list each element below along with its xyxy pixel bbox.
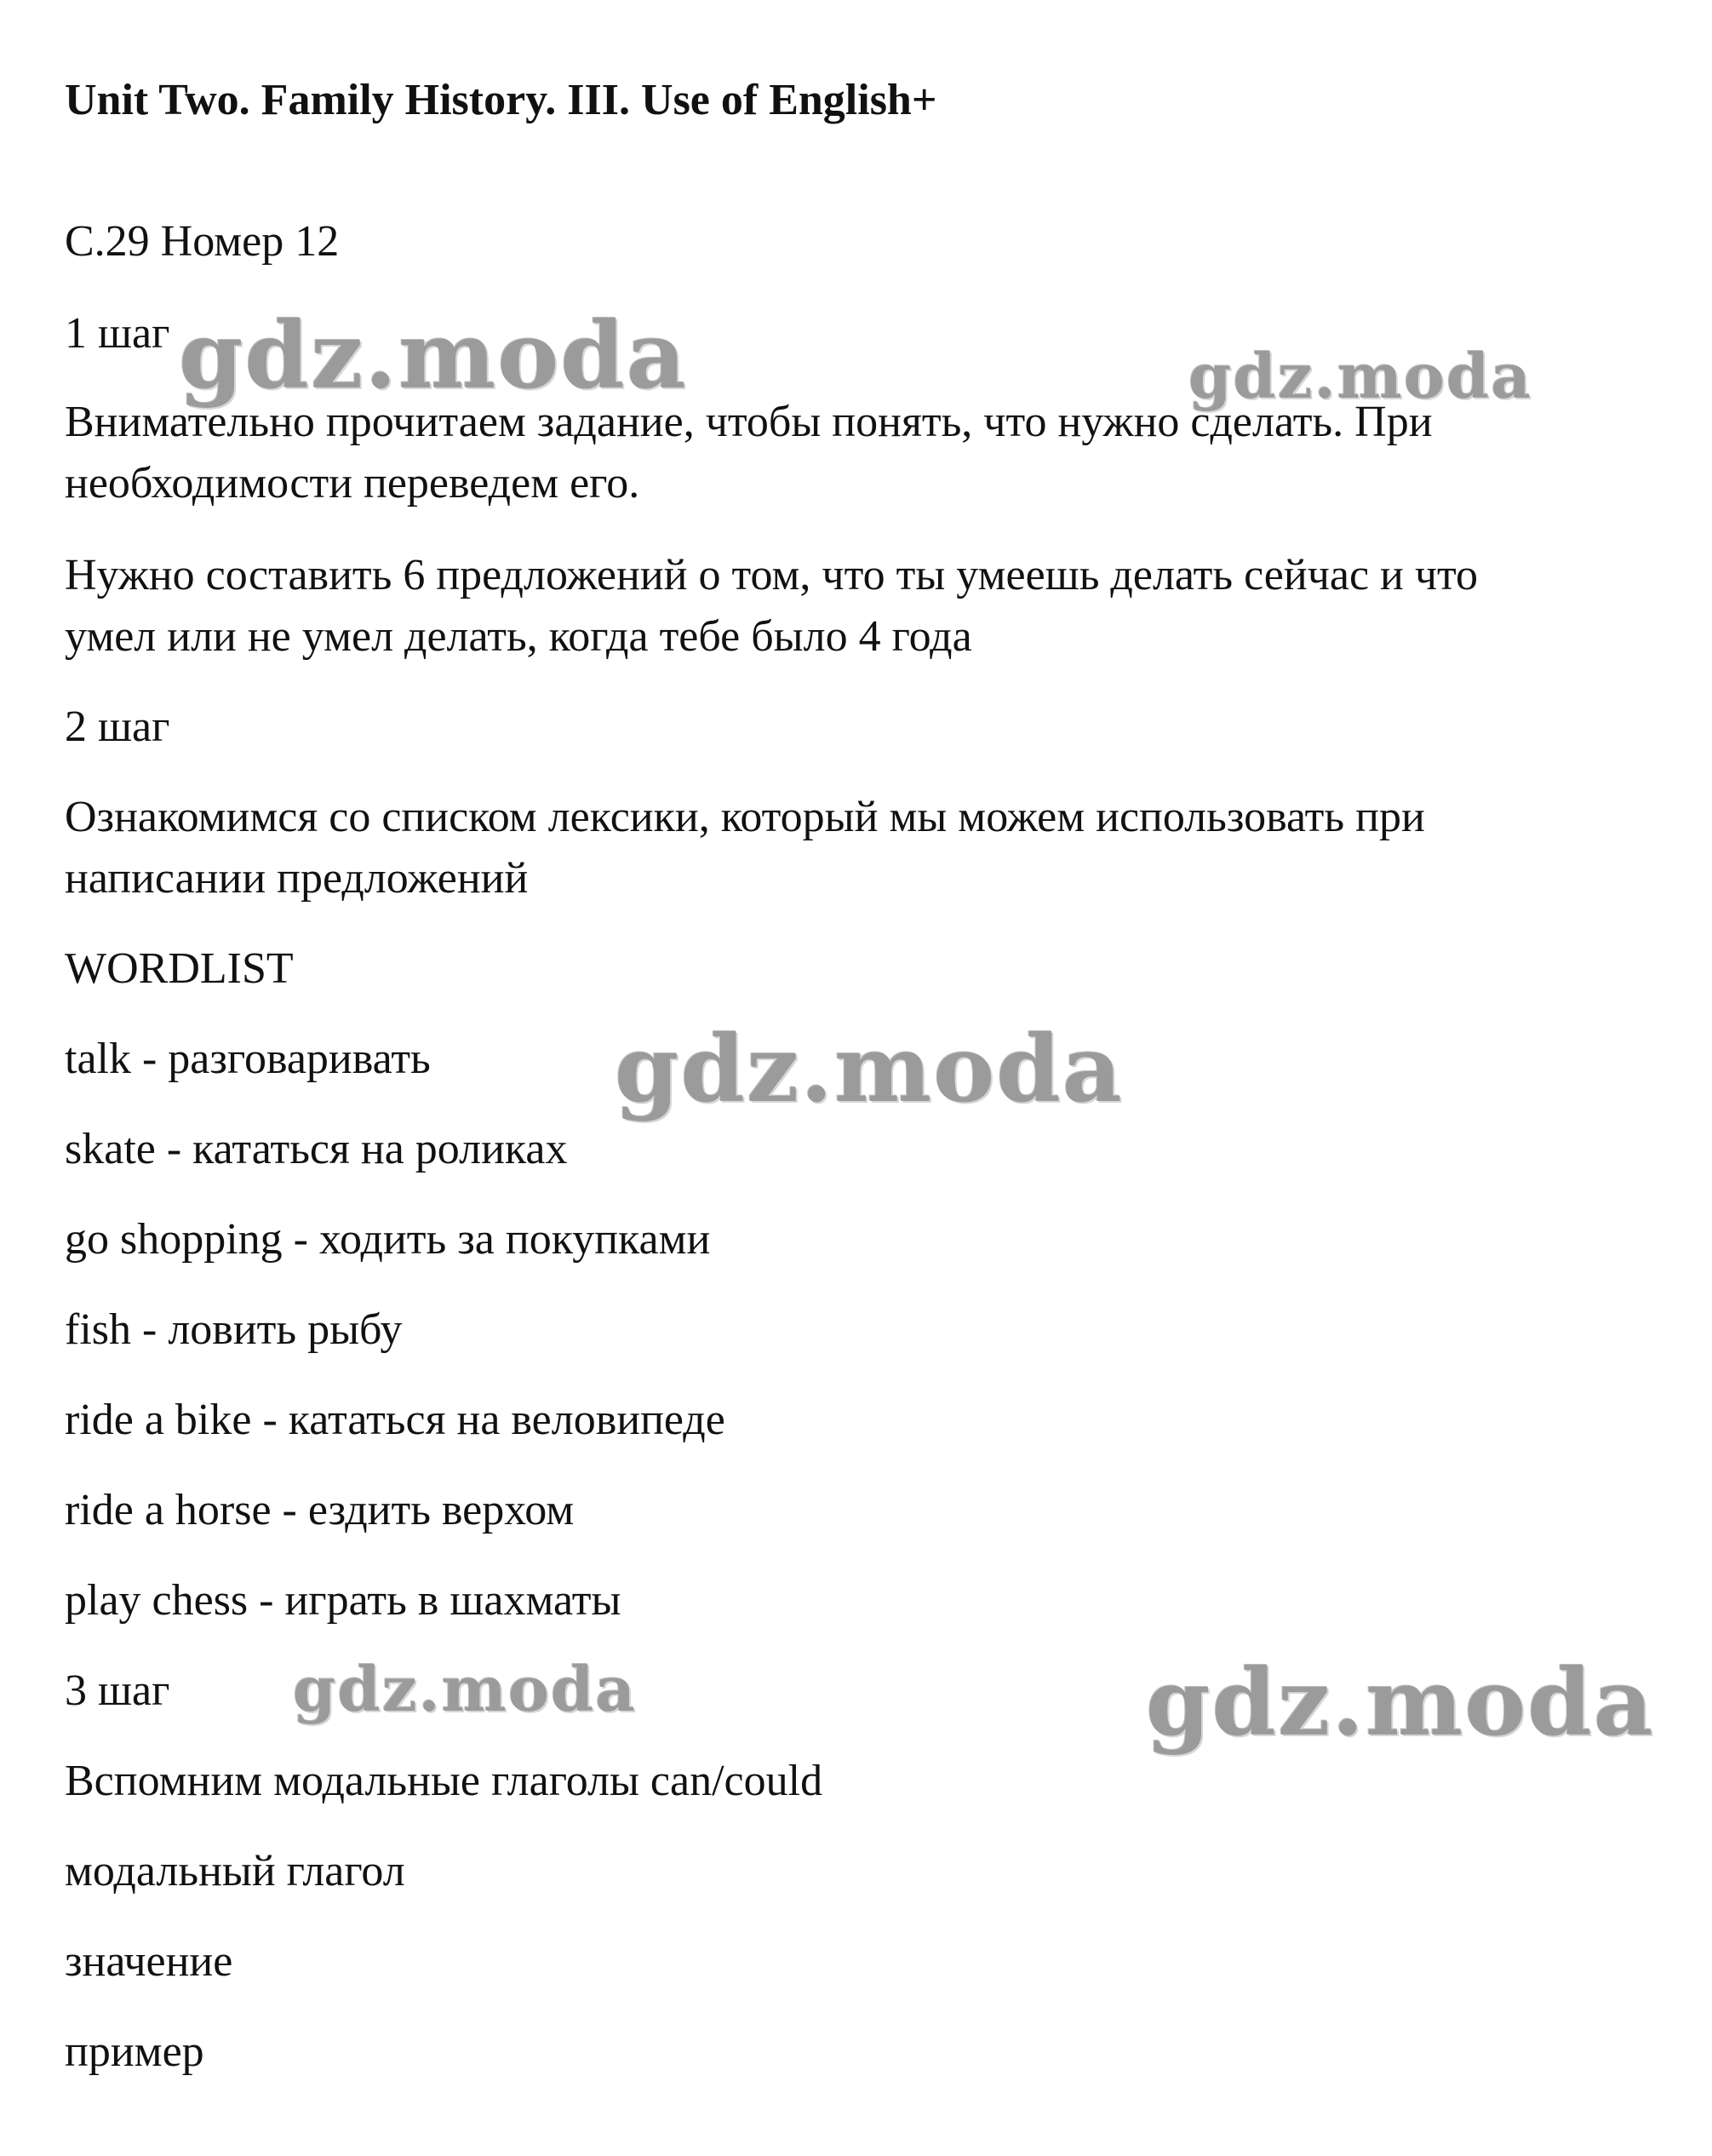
watermark-logo: gdz.moda (179, 302, 688, 410)
step-1-text-line-1: Внимательно прочитаем задание, чтобы понять, что нужно сделать. При (65, 398, 1433, 446)
step-2-text-line-1: Ознакомимся со списком лексики, который мы можем использовать при (65, 793, 1425, 841)
wordlist-item: go shopping - ходить за покупками (65, 1215, 711, 1264)
document-title: Unit Two. Family History. III. Use of English+ (65, 76, 937, 124)
wordlist-heading: WORDLIST (65, 944, 294, 993)
step-2-label: 2 шаг (65, 702, 170, 751)
step-3-text: Вспомним модальные глаголы can/could (65, 1757, 823, 1805)
wordlist-item: talk - разговаривать (65, 1035, 431, 1083)
table-header-meaning: значение (65, 1937, 233, 1986)
table-header-modal-verb: модальный глагол (65, 1847, 405, 1895)
watermark-logo: gdz.moda (615, 1016, 1124, 1123)
step-1-task-line-1: Нужно составить 6 предложений о том, что ты умеешь делать сейчас и что (65, 551, 1479, 599)
wordlist-item: play chess - играть в шахматы (65, 1576, 621, 1625)
step-1-text-line-2: необходимости переведем его. (65, 459, 640, 507)
table-header-example: пример (65, 2027, 204, 2076)
wordlist-item: fish - ловить рыбу (65, 1305, 403, 1354)
wordlist-item: ride a horse - ездить верхом (65, 1486, 575, 1534)
wordlist-item: ride a bike - кататься на веловипеде (65, 1396, 725, 1444)
step-2-text-line-2: написании предложений (65, 854, 529, 903)
step-3-label: 3 шаг (65, 1666, 170, 1715)
step-1-label: 1 шаг (65, 309, 170, 358)
watermark-logo: gdz.moda (1188, 340, 1532, 412)
page-reference: С.29 Номер 12 (65, 217, 340, 266)
watermark-logo: gdz.moda (293, 1653, 637, 1725)
step-1-task-line-2: умел или не умел делать, когда тебе было 4 года (65, 612, 972, 661)
wordlist-item: skate - кататься на роликах (65, 1125, 568, 1173)
watermark-logo: gdz.moda (1146, 1649, 1655, 1757)
